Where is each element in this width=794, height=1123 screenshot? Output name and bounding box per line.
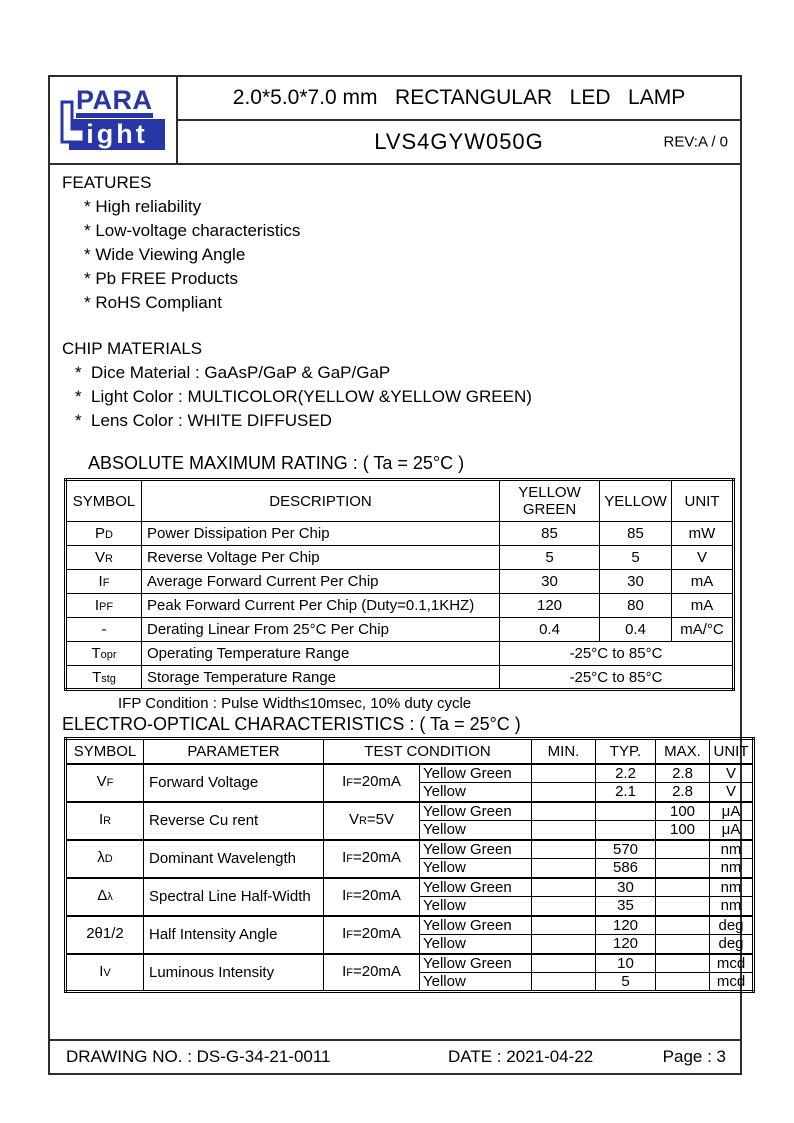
yellow-cell: 5 xyxy=(600,546,672,570)
unit-cell: V xyxy=(672,546,734,570)
min-cell xyxy=(532,878,596,897)
unit-cell: nm xyxy=(710,897,754,916)
table-row xyxy=(66,878,754,897)
feature-item: * Low-voltage characteristics xyxy=(84,221,301,240)
condition-cell: IF=20mA xyxy=(324,878,420,916)
yellow-green-cell: 30 xyxy=(500,570,600,594)
parameter-cell: Forward Voltage xyxy=(144,764,324,802)
table-row xyxy=(66,916,754,935)
symbol-cell: - xyxy=(66,618,142,642)
revision-label: REV:A / 0 xyxy=(663,133,728,151)
min-cell xyxy=(532,935,596,954)
table-row xyxy=(66,764,754,783)
product-title-text: 2.0*5.0*7.0 mm RECTANGULAR LED LAMP xyxy=(232,86,686,109)
max-cell xyxy=(656,840,710,859)
unit-cell: deg xyxy=(710,935,754,954)
min-cell xyxy=(532,840,596,859)
feature-item: * High reliability xyxy=(84,197,202,216)
col-unit: UNIT xyxy=(672,480,734,522)
symbol-cell: VR xyxy=(66,546,142,570)
typ-cell: 35 xyxy=(596,897,656,916)
yellow-green-cell: 85 xyxy=(500,522,600,546)
description-cell: Reverse Voltage Per Chip xyxy=(142,546,500,570)
unit-cell: nm xyxy=(710,840,754,859)
symbol-cell: Topr xyxy=(66,642,142,666)
col-yellow-green: YELLOW GREEN xyxy=(500,480,600,522)
col-unit: UNIT xyxy=(710,739,754,764)
col-yellow: YELLOW xyxy=(600,480,672,522)
table-header-row xyxy=(66,739,754,764)
col-max: MAX. xyxy=(656,739,710,764)
typ-cell: 5 xyxy=(596,973,656,992)
condition-cell: IF=20mA xyxy=(324,954,420,992)
table-row xyxy=(66,546,734,570)
description-cell: Average Forward Current Per Chip xyxy=(142,570,500,594)
absolute-maximum-heading: ABSOLUTE MAXIMUM RATING : ( Ta = 25°C ) xyxy=(88,453,465,473)
typ-cell: 120 xyxy=(596,935,656,954)
condition-cell: IF=20mA xyxy=(324,840,420,878)
absolute-maximum-table xyxy=(64,478,735,691)
symbol-cell: IV xyxy=(66,954,144,992)
symbol-cell: VF xyxy=(66,764,144,802)
unit-cell: deg xyxy=(710,916,754,935)
max-cell xyxy=(656,935,710,954)
color-cell: Yellow xyxy=(420,935,532,954)
product-title xyxy=(178,77,740,121)
logo-text-para: PARA xyxy=(76,87,153,118)
color-cell: Yellow xyxy=(420,859,532,878)
chip-material-item: * Dice Material : GaAsP/GaP & GaP/GaP xyxy=(75,363,391,382)
yellow-green-cell: 0.4 xyxy=(500,618,600,642)
feature-item: * Pb FREE Products xyxy=(84,269,239,288)
color-cell: Yellow xyxy=(420,973,532,992)
table-header-row xyxy=(66,480,734,522)
chip-material-item: * Light Color : MULTICOLOR(YELLOW &YELLOW GREEN) xyxy=(75,387,532,406)
typ-cell xyxy=(596,802,656,821)
table-row xyxy=(66,522,734,546)
min-cell xyxy=(532,954,596,973)
condition-cell: VR=5V xyxy=(324,802,420,840)
min-cell xyxy=(532,802,596,821)
unit-cell: mW xyxy=(672,522,734,546)
unit-cell: μA xyxy=(710,802,754,821)
table-row xyxy=(66,570,734,594)
unit-cell: mA xyxy=(672,570,734,594)
chip-material-item: * Lens Color : WHITE DIFFUSED xyxy=(75,411,332,430)
part-row xyxy=(178,121,740,163)
col-test-condition: TEST CONDITION xyxy=(324,739,532,764)
unit-cell: μA xyxy=(710,821,754,840)
features-heading: FEATURES xyxy=(62,173,152,192)
yellow-cell: 85 xyxy=(600,522,672,546)
condition-cell: IF=20mA xyxy=(324,916,420,954)
footer-date: DATE : 2021-04-22 xyxy=(448,1047,594,1066)
typ-cell xyxy=(596,821,656,840)
chip-materials-heading: CHIP MATERIALS xyxy=(62,339,203,358)
description-cell: Power Dissipation Per Chip xyxy=(142,522,500,546)
unit-cell: mcd xyxy=(710,954,754,973)
col-description: DESCRIPTION xyxy=(142,480,500,522)
body xyxy=(50,165,749,1039)
max-cell: 2.8 xyxy=(656,783,710,802)
col-min: MIN. xyxy=(532,739,596,764)
table-row xyxy=(66,802,754,821)
symbol-cell: PD xyxy=(66,522,142,546)
parameter-cell: Half Intensity Angle xyxy=(144,916,324,954)
typ-cell: 30 xyxy=(596,878,656,897)
min-cell xyxy=(532,897,596,916)
footer xyxy=(50,1039,740,1073)
range-cell: -25°C to 85°C xyxy=(500,642,734,666)
unit-cell: mA/°C xyxy=(672,618,734,642)
typ-cell: 570 xyxy=(596,840,656,859)
logo-cell xyxy=(50,77,178,163)
color-cell: Yellow xyxy=(420,821,532,840)
symbol-cell: IF xyxy=(66,570,142,594)
description-cell: Derating Linear From 25°C Per Chip xyxy=(142,618,500,642)
symbol-cell: λD xyxy=(66,840,144,878)
symbol-cell: Δλ xyxy=(66,878,144,916)
table-row xyxy=(66,666,734,690)
color-cell: Yellow Green xyxy=(420,840,532,859)
color-cell: Yellow Green xyxy=(420,916,532,935)
parameter-cell: Spectral Line Half-Width xyxy=(144,878,324,916)
max-cell xyxy=(656,897,710,916)
min-cell xyxy=(532,916,596,935)
page-frame xyxy=(48,75,749,1075)
range-cell: -25°C to 85°C xyxy=(500,666,734,690)
yellow-cell: 0.4 xyxy=(600,618,672,642)
color-cell: Yellow Green xyxy=(420,954,532,973)
unit-cell: mA xyxy=(672,594,734,618)
yellow-green-cell: 120 xyxy=(500,594,600,618)
part-number: LVS4GYW050G xyxy=(374,129,544,154)
table-row xyxy=(66,618,734,642)
description-cell: Storage Temperature Range xyxy=(142,666,500,690)
unit-cell: V xyxy=(710,764,754,783)
unit-cell: nm xyxy=(710,859,754,878)
drawing-number: DRAWING NO. : DS-G-34-21-0011 xyxy=(66,1047,331,1066)
description-cell: Peak Forward Current Per Chip (Duty=0.1,1KHZ) xyxy=(142,594,500,618)
col-symbol: SYMBOL xyxy=(66,480,142,522)
electro-optical-table xyxy=(64,737,755,993)
min-cell xyxy=(532,783,596,802)
condition-cell: IF=20mA xyxy=(324,764,420,802)
yellow-cell: 30 xyxy=(600,570,672,594)
unit-cell: V xyxy=(710,783,754,802)
min-cell xyxy=(532,821,596,840)
symbol-cell: Tstg xyxy=(66,666,142,690)
color-cell: Yellow xyxy=(420,783,532,802)
color-cell: Yellow xyxy=(420,897,532,916)
color-cell: Yellow Green xyxy=(420,802,532,821)
symbol-cell: 2θ1/2 xyxy=(66,916,144,954)
page-number: Page : 3 xyxy=(662,1047,726,1066)
min-cell xyxy=(532,859,596,878)
parameter-cell: Dominant Wavelength xyxy=(144,840,324,878)
max-cell xyxy=(656,916,710,935)
ifp-condition-note: IFP Condition : Pulse Width≤10msec, 10% duty cycle xyxy=(118,695,472,712)
yellow-cell: 80 xyxy=(600,594,672,618)
col-parameter: PARAMETER xyxy=(144,739,324,764)
table-row xyxy=(66,840,754,859)
table-row xyxy=(66,954,754,973)
symbol-cell: IR xyxy=(66,802,144,840)
max-cell xyxy=(656,859,710,878)
symbol-cell: IPF xyxy=(66,594,142,618)
min-cell xyxy=(532,973,596,992)
color-cell: Yellow Green xyxy=(420,764,532,783)
unit-cell: nm xyxy=(710,878,754,897)
paralight-logo xyxy=(60,87,166,153)
typ-cell: 10 xyxy=(596,954,656,973)
unit-cell: mcd xyxy=(710,973,754,992)
max-cell: 100 xyxy=(656,802,710,821)
typ-cell: 586 xyxy=(596,859,656,878)
parameter-cell: Reverse Cu rent xyxy=(144,802,324,840)
logo-l-icon xyxy=(60,100,86,144)
logo-text-ight: ight xyxy=(69,119,165,150)
feature-item: * Wide Viewing Angle xyxy=(84,245,246,264)
col-typ: TYP. xyxy=(596,739,656,764)
max-cell xyxy=(656,878,710,897)
electro-optical-heading: ELECTRO-OPTICAL CHARACTERISTICS : ( Ta = 25°C ) xyxy=(62,714,521,734)
typ-cell: 2.1 xyxy=(596,783,656,802)
min-cell xyxy=(532,764,596,783)
color-cell: Yellow Green xyxy=(420,878,532,897)
parameter-cell: Luminous Intensity xyxy=(144,954,324,992)
header xyxy=(50,77,740,165)
description-cell: Operating Temperature Range xyxy=(142,642,500,666)
typ-cell: 2.2 xyxy=(596,764,656,783)
title-block xyxy=(178,77,740,163)
max-cell: 2.8 xyxy=(656,764,710,783)
col-symbol: SYMBOL xyxy=(66,739,144,764)
typ-cell: 120 xyxy=(596,916,656,935)
table-row xyxy=(66,642,734,666)
max-cell xyxy=(656,973,710,992)
table-row xyxy=(66,594,734,618)
feature-item: * RoHS Compliant xyxy=(84,293,222,312)
max-cell: 100 xyxy=(656,821,710,840)
max-cell xyxy=(656,954,710,973)
yellow-green-cell: 5 xyxy=(500,546,600,570)
